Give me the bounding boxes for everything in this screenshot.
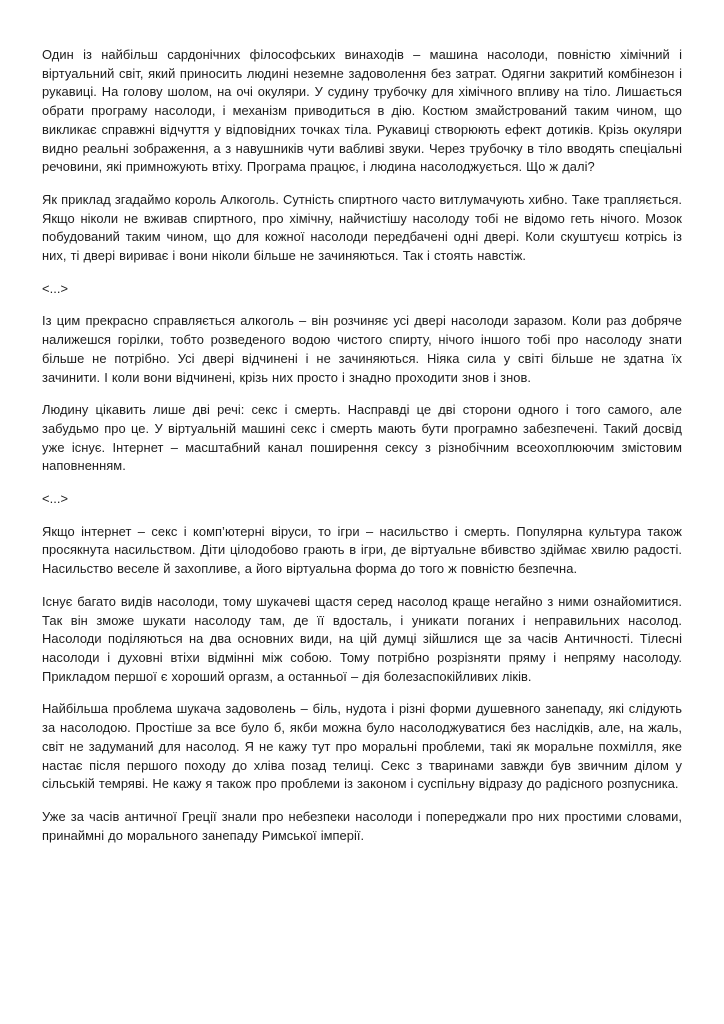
paragraph: Людину цікавить лише дві речі: секс і смерть. Насправді це дві сторони одного і того самого, але забудьмо про це. У віртуальній машині секс і смерть мають бути програмно забезпечені. Такий досвід уже існує. Інтернет – масштабний канал поширення сексу з різнобічним всеохоплюючим змістовим наповненням. xyxy=(42,402,682,474)
paragraph: Один із найбільш сардонічних філософських винаходів – машина насолоди, повністю хімічний і віртуальний світ, який приносить людині неземне задоволення без затрат. Одягни закритий комбінезон і рукавиці. На голову шолом, на очі окуляри. У судину трубочку для хімічного впливу на тіло. Лишається обрати програму насолоди, і механізм приводиться в дію. Костюм змайстрований таким чином, що викликає справжні відчуття у відповідних точках тіла. Рукавиці створюють ефект дотиків. Крізь окуляри видно реальні зображення, а з навушників чути вабливі звуки. Через трубочку в тіло вводять спеціальні речовини, які примножують втіху. Програма працює, і людина насолоджується. Що ж далі? xyxy=(42,47,682,175)
paragraph: Уже за часів античної Греції знали про небезпеки насолоди і попереджали про них простими словами, принаймні до морального занепаду Римської імперії. xyxy=(42,808,682,843)
paragraph: Найбільша проблема шукача задоволень – біль, нудота і різні форми душевного занепаду, які слідують за насолодою. Простіше за все було б, якби можна було насолоджуватися без наслідків, але, на жаль, світ не задуманий для насолод. Я не кажу тут про моральні проблеми, такі як моральне похмілля, яке настає після першого походу до хліва позад телиці. Секс з тваринами завжди був звичним ділом у сільській темряві. Не кажу я також про проблеми із законом і суспільну відразу до радісного розпусника. xyxy=(42,701,682,792)
paragraph: Із цим прекрасно справляється алкоголь – він розчиняє усі двері насолоди заразом. Коли раз добряче налижешся горілки, тобто розведеного водою чистого спирту, нічого іншого тобі про насолоду знати більше не потрібно. Усі двері відчинені і не зачиняються. Ніяка сила у світі більше не здатна їх зачинити. І коли вони відчинені, крізь них просто і знадно проходити знов і знов. xyxy=(42,313,682,385)
omission-marker: <...> xyxy=(42,491,69,507)
paragraph: Як приклад згадаймо король Алкоголь. Сутність спиртного часто витлумачують хибно. Таке трапляється. Якщо ніколи не вживав спиртного, про хімічну, найчистішу насолоду тобі не відомо геть нічого. Мозок побудований таким чином, що для кожної насолоди передбачені одні двері. Коли скуштуєш котрісь із них, ті двері вириває і вони ніколи більше не зачиняються. Так і стоять навстіж. xyxy=(42,191,682,264)
paragraph: Існує багато видів насолоди, тому шукачеві щастя серед насолод краще негайно з ними ознайомитися. Так він зможе шукати насолоду там, де її вдосталь, і уникати поганих і неправильних насолод. Насолоди поділяються на два основних види, на цій думці зійшлися ще за часів Античності. Тілесні насолоди і духовні втіхи відмінні між собою. Тому потрібно розрізняти пряму і непряму насолоду. Прикладом першої є хороший оргазм, а останньої – дія болезаспокійливих ліків. xyxy=(42,593,682,684)
omission-marker: <...> xyxy=(42,280,69,296)
paragraph: Якщо інтернет – секс і комп’ютерні віруси, то ігри – насильство і смерть. Популярна культура також просякнута насильством. Діти цілодобово грають в ігри, де віртуальне вбивство здіймає хвилю радості. Насильство веселе й захопливе, а його віртуальна форма до того ж повністю безпечна. xyxy=(42,523,682,577)
